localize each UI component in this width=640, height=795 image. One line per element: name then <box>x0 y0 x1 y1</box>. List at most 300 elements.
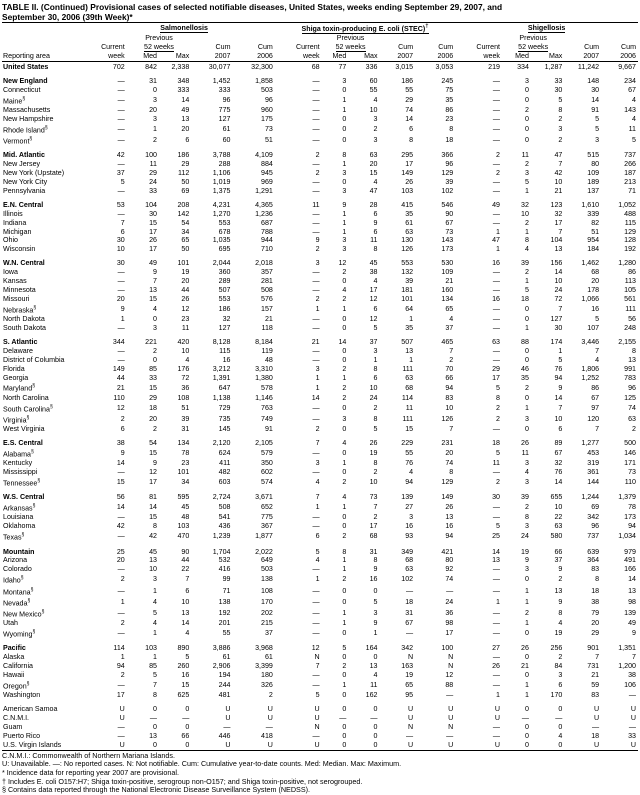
value-cell: 625 <box>177 691 190 700</box>
value-cell: 4 <box>373 671 378 680</box>
value-cell: 2,155 <box>618 337 636 346</box>
value-cell: 33 <box>628 732 636 740</box>
reporting-area-cell: Pennsylvania <box>3 186 46 195</box>
value-cell: — <box>312 323 320 332</box>
value-cell: 64 <box>405 304 414 313</box>
value-cell: 482 <box>218 468 231 477</box>
value-cell: 11 <box>492 459 500 468</box>
value-cell: 1,270 <box>212 209 231 218</box>
value-cell: 901 <box>587 644 600 653</box>
value-cell: 18 <box>521 294 529 303</box>
value-cell: 266 <box>624 160 636 169</box>
value-cell: 0 <box>524 95 529 104</box>
value-cell: 4 <box>153 619 157 628</box>
value-cell: 1 <box>342 556 347 565</box>
footnote: * Incidence data for reporting year 2007 are provisional. <box>2 768 179 777</box>
value-cell: 1,806 <box>581 364 600 373</box>
value-cell: 38 <box>591 597 600 606</box>
value-cell: — <box>492 513 500 522</box>
value-cell: 1 <box>342 209 347 218</box>
table-row <box>2 586 638 597</box>
value-cell: — <box>117 513 125 522</box>
value-cell: 96 <box>445 160 454 169</box>
reporting-area-cell: Rhode Island§ <box>3 124 48 135</box>
value-cell: 1,380 <box>255 373 273 382</box>
reporting-area-cell: New Hampshire <box>3 114 54 123</box>
reporting-area-cell: Texas§ <box>3 532 25 542</box>
value-cell: 9 <box>632 629 636 638</box>
value-cell: 8 <box>558 105 563 114</box>
value-cell: 20 <box>116 556 125 565</box>
table-row <box>2 286 638 295</box>
value-cell: 186 <box>177 151 190 160</box>
value-cell: 7 <box>558 227 563 236</box>
value-cell: 8 <box>373 245 378 254</box>
value-cell: 16 <box>591 304 600 313</box>
value-cell: 289 <box>218 277 231 286</box>
current-label: Current <box>101 43 125 52</box>
value-cell: 104 <box>550 236 563 245</box>
value-cell: 4 <box>558 732 563 740</box>
value-cell: 156 <box>550 259 563 268</box>
value-cell: 37 <box>445 323 454 332</box>
value-cell: — <box>492 355 500 364</box>
value-cell: 61 <box>222 653 231 662</box>
value-cell: 30 <box>149 209 157 218</box>
value-cell: 553 <box>218 218 231 227</box>
value-cell: — <box>117 609 125 618</box>
value-cell: 144 <box>587 478 600 487</box>
value-cell: 0 <box>342 425 347 434</box>
value-cell: 166 <box>624 565 636 574</box>
value-cell: 123 <box>550 200 563 209</box>
value-cell: 6 <box>373 227 378 236</box>
value-cell: 2 <box>632 425 636 434</box>
value-cell: 1 <box>373 355 378 364</box>
value-cell: 4 <box>595 355 600 364</box>
table-row <box>2 488 638 502</box>
value-cell: 1 <box>153 653 157 662</box>
value-cell: 702 <box>112 62 125 71</box>
value-cell: 6 <box>315 532 320 541</box>
value-cell: 2 <box>342 383 347 392</box>
value-cell: 8,128 <box>212 337 231 346</box>
value-cell: 175 <box>261 114 273 123</box>
value-cell: U <box>408 714 414 723</box>
value-cell: 15 <box>181 681 190 690</box>
value-cell: 51 <box>591 227 600 236</box>
value-cell: — <box>312 346 320 355</box>
value-cell: 2 <box>524 268 529 277</box>
value-cell: 13 <box>181 114 190 123</box>
value-cell: N <box>314 653 320 662</box>
value-cell: 15 <box>149 513 157 522</box>
value-cell: 215 <box>261 619 273 628</box>
value-cell: — <box>492 136 500 145</box>
value-cell: 4 <box>185 629 190 638</box>
value-cell: 0 <box>342 513 347 522</box>
value-cell: 67 <box>445 218 454 227</box>
value-cell: 44 <box>181 556 190 565</box>
reporting-area-cell: Missouri <box>3 294 30 303</box>
value-cell: 13 <box>445 513 454 522</box>
value-cell: 181 <box>401 286 414 294</box>
value-cell: 48 <box>181 513 190 522</box>
value-cell: — <box>312 586 320 595</box>
value-cell: — <box>492 671 500 680</box>
reporting-area-cell: Connecticut <box>3 85 41 94</box>
value-cell: 0 <box>342 723 347 732</box>
value-cell: — <box>492 653 500 662</box>
value-cell: 82 <box>591 218 600 227</box>
value-cell: 119 <box>261 346 273 355</box>
value-cell: — <box>182 714 190 723</box>
footnote: † Includes E. coli O157:H7; Shiga toxin-positive, serogroup non-O157; and Shiga toxin-positive, not serogrouped. <box>2 776 363 786</box>
value-cell: 1 <box>342 609 347 618</box>
value-cell: 3 <box>373 136 378 145</box>
value-cell: 5 <box>496 383 500 392</box>
value-cell: 47 <box>554 151 563 160</box>
value-cell: 5 <box>595 124 600 133</box>
value-cell: 21 <box>521 662 529 671</box>
value-cell: 60 <box>222 136 231 145</box>
value-cell: 10 <box>521 209 529 218</box>
disease-table <box>2 22 638 751</box>
value-cell: 2 <box>268 691 273 700</box>
value-cell: 5 <box>315 547 320 556</box>
value-cell: 2 <box>315 294 320 303</box>
value-cell: 12 <box>311 644 320 653</box>
value-cell: 2 <box>496 151 500 160</box>
value-cell: 6 <box>558 425 563 434</box>
value-cell: 9 <box>373 218 378 227</box>
value-cell: 96 <box>222 95 231 104</box>
value-cell: 1 <box>342 681 347 690</box>
value-cell: — <box>117 346 125 355</box>
value-cell: — <box>223 723 231 732</box>
value-cell: 2,044 <box>212 259 231 268</box>
value-cell: 65 <box>405 681 414 690</box>
value-cell: 14 <box>116 459 125 468</box>
value-cell: 26 <box>405 178 414 187</box>
value-cell: 1 <box>315 373 320 382</box>
reporting-area-cell: Minnesota <box>3 286 36 294</box>
value-cell: 1 <box>524 597 529 606</box>
value-cell: 37 <box>116 169 125 178</box>
value-cell: 602 <box>261 468 273 477</box>
table-row <box>2 459 638 468</box>
value-cell: 92 <box>445 565 454 574</box>
value-cell: 890 <box>177 644 190 653</box>
table-row <box>2 723 638 732</box>
value-cell: 1,291 <box>255 186 273 195</box>
value-cell: 3 <box>524 478 529 487</box>
value-cell: 100 <box>441 644 454 653</box>
value-cell: — <box>492 218 500 227</box>
value-cell: 737 <box>624 151 636 160</box>
value-cell: 128 <box>624 236 636 245</box>
reporting-area-cell: Iowa <box>3 268 18 277</box>
value-cell: — <box>312 277 320 286</box>
value-cell: 11 <box>628 124 636 133</box>
reporting-area-cell: Oklahoma <box>3 522 36 531</box>
value-cell: 35 <box>405 209 414 218</box>
value-cell: 42 <box>116 151 125 160</box>
value-cell: — <box>312 565 320 574</box>
value-cell: 111 <box>625 304 636 313</box>
value-cell: 134 <box>441 294 454 303</box>
value-cell: — <box>628 723 636 732</box>
value-cell: U <box>119 714 125 723</box>
value-cell: 17 <box>445 629 454 638</box>
value-cell: — <box>628 691 636 700</box>
value-cell: 84 <box>554 662 563 671</box>
value-cell: 3,446 <box>581 337 600 346</box>
value-cell: 48 <box>264 355 273 364</box>
table-row <box>2 608 638 619</box>
value-cell: 127 <box>550 315 563 324</box>
value-cell: 18 <box>492 439 500 448</box>
value-cell: 6 <box>558 681 563 690</box>
value-cell: 0 <box>342 346 347 355</box>
current-label: Current <box>476 43 500 52</box>
value-cell: — <box>312 681 320 690</box>
value-cell: 3 <box>342 169 347 178</box>
value-cell: 969 <box>261 178 273 187</box>
value-cell: 1,280 <box>618 259 636 268</box>
value-cell: — <box>492 209 500 218</box>
value-cell: 98 <box>445 619 454 628</box>
value-cell: 129 <box>624 227 636 236</box>
value-cell: — <box>265 723 273 732</box>
value-cell: 3 <box>153 95 157 104</box>
value-cell: 1 <box>342 565 347 574</box>
value-cell: 3 <box>342 415 347 424</box>
value-cell: 8 <box>595 575 600 584</box>
value-cell: 11 <box>181 323 190 332</box>
value-cell: 7 <box>632 653 636 662</box>
value-cell: — <box>492 575 500 584</box>
value-cell: 639 <box>587 547 600 556</box>
value-cell: 8 <box>373 556 378 565</box>
value-cell: 1 <box>153 124 157 133</box>
value-cell: 580 <box>550 532 563 541</box>
value-cell: 2 <box>153 136 157 145</box>
value-cell: 21 <box>591 671 600 680</box>
value-cell: 4 <box>342 286 347 294</box>
value-cell: 29 <box>405 95 414 104</box>
value-cell: 109 <box>441 268 454 277</box>
value-cell: 26 <box>521 439 529 448</box>
value-cell: 1 <box>496 597 500 606</box>
value-cell: 3 <box>524 415 529 424</box>
value-cell: — <box>312 513 320 522</box>
value-cell: 105 <box>624 286 636 294</box>
value-cell: 18 <box>405 597 414 606</box>
value-cell: N <box>408 723 414 732</box>
value-cell: 1,146 <box>255 393 273 402</box>
value-cell: 68 <box>591 268 600 277</box>
table-row <box>2 277 638 286</box>
value-cell: 1 <box>315 304 320 313</box>
reporting-area-cell: Florida <box>3 364 25 373</box>
value-cell: 2 <box>120 671 125 680</box>
value-cell: 0 <box>127 741 159 750</box>
value-cell: 546 <box>441 200 454 209</box>
table-row <box>2 619 638 628</box>
value-cell: 47 <box>369 186 378 195</box>
value-cell: 360 <box>218 268 231 277</box>
value-cell: 208 <box>177 200 190 209</box>
value-cell: 13 <box>492 556 500 565</box>
value-cell: 55 <box>405 449 414 458</box>
value-cell: 4 <box>373 178 378 187</box>
value-cell: — <box>149 714 157 723</box>
value-cell: 1 <box>558 346 563 355</box>
value-cell: 1 <box>524 691 529 700</box>
value-cell: 2 <box>496 169 500 178</box>
value-cell: 775 <box>261 513 273 522</box>
reporting-area-cell: Georgia <box>3 373 29 382</box>
value-cell: 142 <box>177 209 190 218</box>
value-cell: 55 <box>369 85 378 94</box>
value-cell: 2 <box>524 105 529 114</box>
value-cell: 6 <box>120 227 125 236</box>
reporting-area-cell: Michigan <box>3 227 32 236</box>
value-cell: N <box>448 723 454 732</box>
value-cell: 71 <box>222 586 231 595</box>
value-cell: — <box>117 732 125 740</box>
value-cell: 96 <box>591 522 600 531</box>
value-cell: — <box>117 209 125 218</box>
value-cell: 68 <box>405 556 414 565</box>
value-cell: 221 <box>145 337 157 346</box>
value-cell: 0 <box>373 723 378 732</box>
value-cell: — <box>492 105 500 114</box>
value-cell: 90 <box>445 209 454 218</box>
value-cell: 0 <box>524 346 529 355</box>
reporting-area-cell: Louisiana <box>3 513 34 522</box>
value-cell: U <box>191 741 232 750</box>
value-cell: 17 <box>554 218 563 227</box>
value-cell: 20 <box>181 124 190 133</box>
value-cell: 6 <box>120 425 125 434</box>
value-cell: 884 <box>261 160 273 169</box>
value-cell: — <box>592 723 600 732</box>
value-cell: U <box>601 741 638 750</box>
value-cell: U <box>448 714 454 723</box>
value-cell: 503 <box>261 85 273 94</box>
value-cell: 176 <box>177 364 190 373</box>
reporting-area-cell: S. Atlantic <box>3 337 38 346</box>
value-cell: 7 <box>315 662 320 671</box>
reporting-area-cell: California <box>3 662 33 671</box>
table-row <box>2 477 638 488</box>
table-row <box>2 187 638 196</box>
value-cell: 1 <box>342 160 347 169</box>
value-cell: 0 <box>524 304 529 313</box>
value-cell: 108 <box>261 586 273 595</box>
value-cell: N <box>448 653 454 662</box>
value-cell: 2 <box>342 532 347 541</box>
header-row-current: Current 52 weeks Cum Cum Current 52 weeks Cum Cum Current 52 weeks Cum Cum <box>2 43 638 52</box>
value-cell: 11 <box>312 200 320 209</box>
value-cell: 0 <box>159 741 191 750</box>
value-cell: 0 <box>342 403 347 412</box>
value-cell: 108 <box>177 393 190 402</box>
value-cell: 5 <box>595 114 600 123</box>
value-cell: 47 <box>492 236 500 245</box>
value-cell: 1 <box>342 619 347 628</box>
value-cell: 4 <box>373 95 378 104</box>
table-row <box>2 741 638 750</box>
value-cell: 35 <box>521 373 529 382</box>
value-cell: 553 <box>401 259 414 268</box>
value-cell: 6 <box>373 304 378 313</box>
value-cell: 9 <box>524 556 529 565</box>
value-cell: U <box>564 741 601 750</box>
value-cell: 3 <box>315 259 320 268</box>
value-cell: 98 <box>628 597 636 606</box>
value-cell: 76 <box>405 459 414 468</box>
value-cell: 508 <box>218 503 231 512</box>
value-cell: 143 <box>441 236 454 245</box>
reporting-area-cell: Tennessee§ <box>3 478 41 488</box>
value-cell: 29 <box>149 393 157 402</box>
value-cell: 20 <box>591 619 600 628</box>
value-cell: 25 <box>492 532 500 541</box>
value-cell: 0 <box>524 671 529 680</box>
value-cell: — <box>446 732 454 740</box>
value-cell: 8 <box>632 346 636 355</box>
value-cell: 26 <box>369 439 378 448</box>
value-cell: 647 <box>218 383 231 392</box>
value-cell: 39 <box>181 415 190 424</box>
value-cell: — <box>117 186 125 195</box>
value-cell: 9 <box>153 268 157 277</box>
value-cell: 173 <box>441 245 454 254</box>
value-cell: 26 <box>492 662 500 671</box>
value-cell: 260 <box>177 662 190 671</box>
value-cell: 3 <box>342 186 347 195</box>
value-cell: 31 <box>181 425 190 434</box>
value-cell: 1 <box>342 503 347 512</box>
value-cell: 1 <box>315 383 320 392</box>
value-cell: 2 <box>120 415 125 424</box>
value-cell: 15 <box>149 218 157 227</box>
reporting-area-cell: Indiana <box>3 218 27 227</box>
value-cell: 4,231 <box>212 200 231 209</box>
value-cell: 595 <box>177 493 190 502</box>
value-cell: 1 <box>342 373 347 382</box>
value-cell: 94 <box>628 522 636 531</box>
value-cell: 76 <box>554 364 563 373</box>
table-row <box>2 160 638 169</box>
value-cell: 749 <box>261 415 273 424</box>
value-cell: 14 <box>554 268 563 277</box>
table-row <box>2 732 638 741</box>
value-cell: 4 <box>409 468 414 477</box>
table-row <box>2 315 638 324</box>
value-cell: 89 <box>554 439 563 448</box>
table-row <box>2 254 638 268</box>
reporting-area-cell: New York City <box>3 178 48 187</box>
table-row <box>2 245 638 254</box>
value-cell: 7 <box>315 439 320 448</box>
value-cell: 1,252 <box>581 373 600 382</box>
value-cell: 12 <box>149 468 157 477</box>
value-cell: 1,877 <box>255 532 273 541</box>
